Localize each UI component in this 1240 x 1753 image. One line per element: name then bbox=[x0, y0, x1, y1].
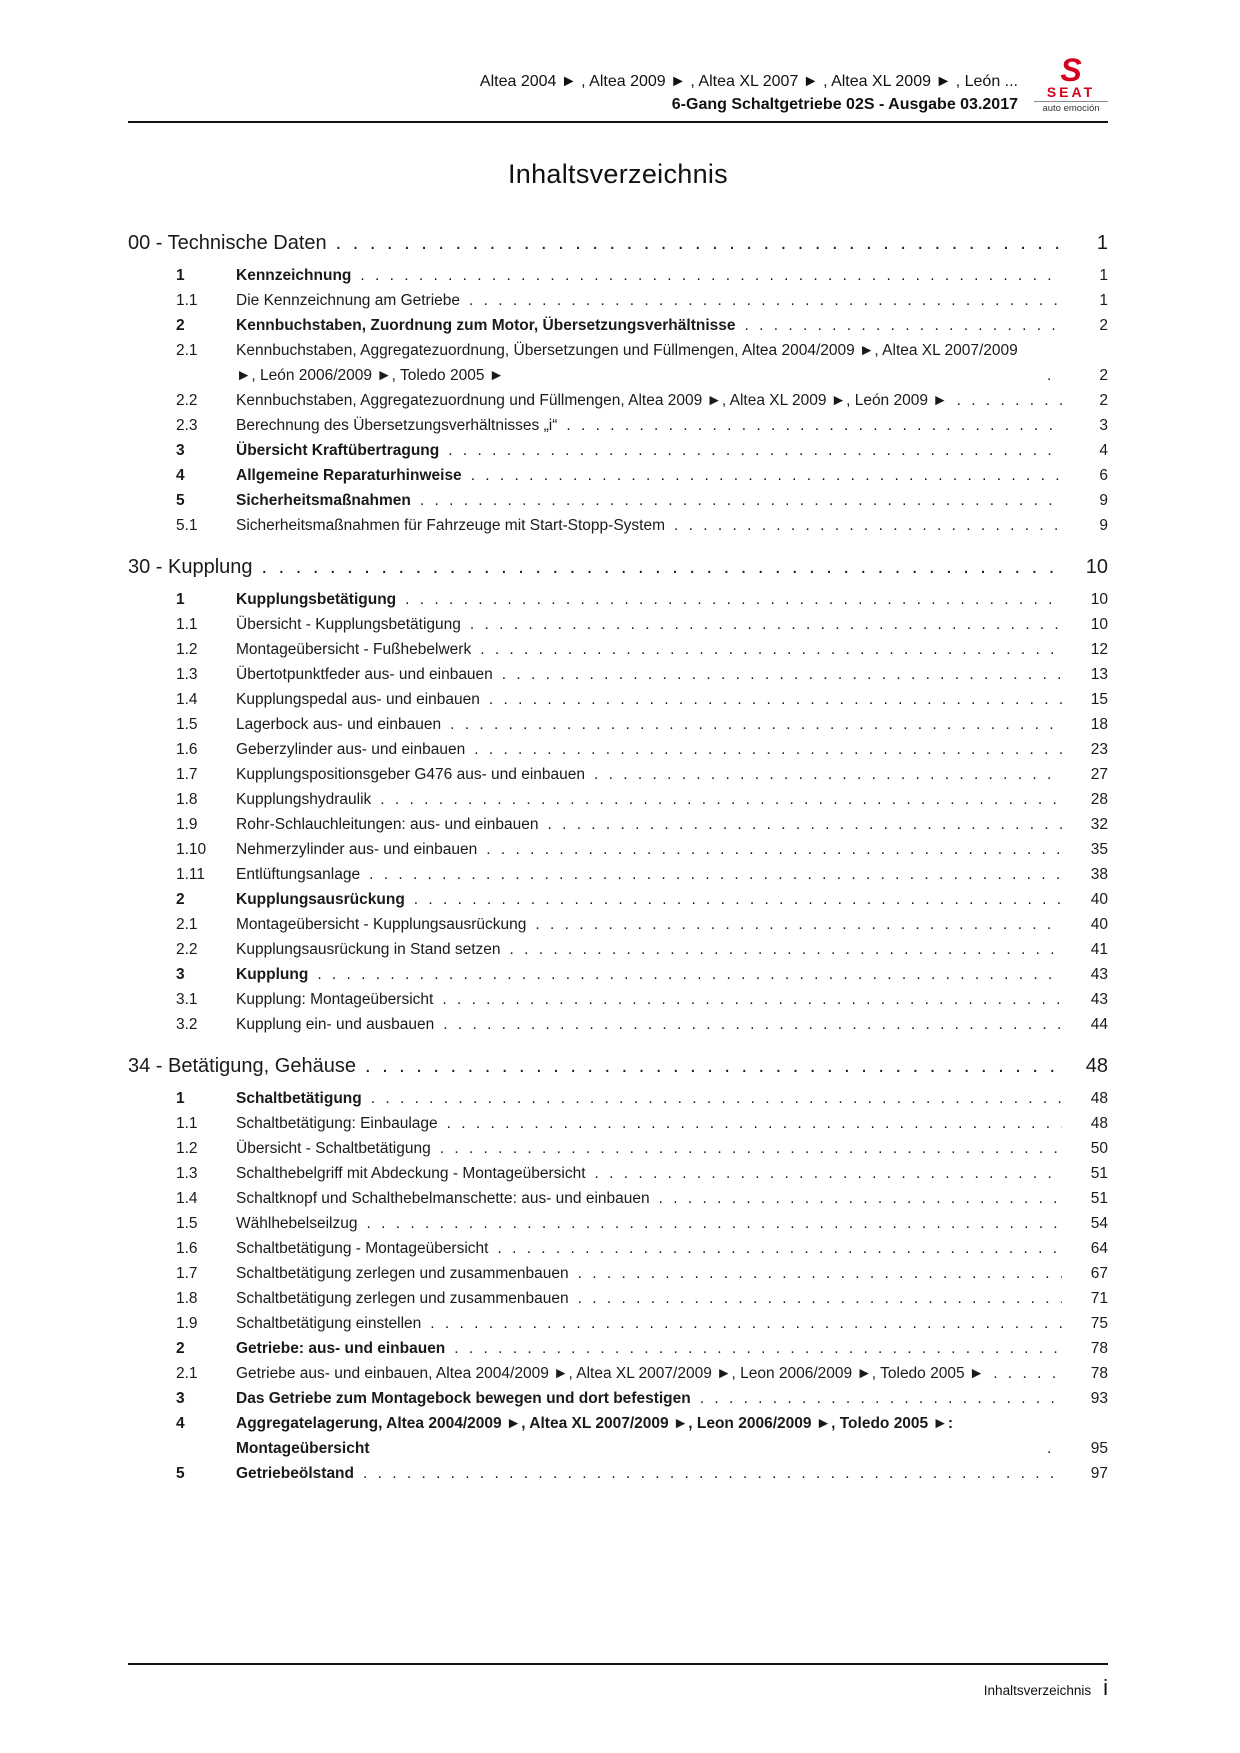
dot-leader bbox=[493, 662, 1062, 687]
toc-entry-row bbox=[128, 438, 1108, 463]
entry-number: 1.7 bbox=[176, 766, 198, 783]
entry-number: 2.3 bbox=[176, 417, 198, 434]
dot-leader bbox=[441, 712, 1062, 737]
entry-title: Entlüftungsanlage bbox=[236, 866, 361, 883]
toc-entry-row bbox=[128, 1236, 1108, 1261]
dot-leader bbox=[501, 937, 1062, 962]
footer-label: Inhaltsverzeichnis bbox=[983, 1683, 1092, 1698]
dot-leader bbox=[327, 230, 1062, 257]
entry-page-number: 13 bbox=[1090, 666, 1108, 683]
entry-number: 2 bbox=[176, 317, 185, 334]
toc-entry-row bbox=[128, 1261, 1108, 1286]
entry-page-number: 78 bbox=[1090, 1365, 1108, 1382]
entry-number: 1.2 bbox=[176, 641, 198, 658]
entry-number: 1.9 bbox=[176, 816, 198, 833]
seat-logo-tagline: auto emoción bbox=[1042, 103, 1100, 114]
entry-number: 1.11 bbox=[176, 866, 206, 883]
entry-page-number: 41 bbox=[1090, 941, 1108, 958]
entry-page-number: 35 bbox=[1090, 841, 1108, 858]
toc-entry-row bbox=[128, 837, 1108, 862]
entry-number: 2.1 bbox=[176, 1365, 198, 1382]
entry-title: Sicherheitsmaßnahmen bbox=[236, 492, 411, 509]
entry-page-number: 64 bbox=[1090, 1240, 1108, 1257]
entry-title: Kupplungshydraulik bbox=[236, 791, 372, 808]
entry-title: Kennbuchstaben, Aggregatezuordnung, Übersetzungen und Füllmengen, Altea 2004/2009 ►, Altea XL 2007/2009 ►, León 2006/2009 ►, Toledo 2005 ► bbox=[236, 342, 1018, 384]
toc-entry-row bbox=[128, 687, 1108, 712]
dot-leader bbox=[351, 263, 1062, 288]
dot-leader bbox=[362, 1086, 1062, 1111]
toc-entry-row bbox=[128, 812, 1108, 837]
footer-divider bbox=[128, 1663, 1108, 1665]
entry-number: 2.2 bbox=[176, 392, 198, 409]
toc-entry-row bbox=[128, 488, 1108, 513]
entry-number: 1.4 bbox=[176, 1190, 198, 1207]
entry-page-number: 2 bbox=[1099, 367, 1108, 384]
dot-leader bbox=[665, 513, 1062, 538]
dot-leader bbox=[411, 488, 1062, 513]
dot-leader bbox=[586, 1161, 1062, 1186]
entry-title: Kupplung bbox=[236, 966, 309, 983]
entry-page-number: 93 bbox=[1090, 1390, 1108, 1407]
dot-leader bbox=[308, 962, 1062, 987]
entry-page-number: 67 bbox=[1090, 1265, 1108, 1282]
entry-page-number: 23 bbox=[1090, 741, 1108, 758]
entry-number: 1.6 bbox=[176, 1240, 198, 1257]
entry-title: Rohr-Schlauchleitungen: aus- und einbauen bbox=[236, 816, 539, 833]
entry-title: Kupplung ein- und ausbauen bbox=[236, 1016, 435, 1033]
toc-entry-row bbox=[128, 1111, 1108, 1136]
dot-leader bbox=[434, 1012, 1062, 1037]
dot-leader bbox=[948, 388, 1062, 413]
entry-number: 3.2 bbox=[176, 1016, 198, 1033]
entry-page-number: 40 bbox=[1090, 916, 1108, 933]
entry-title: Das Getriebe zum Montagebock bewegen und dort befestigen bbox=[236, 1390, 691, 1407]
page-footer bbox=[128, 1663, 1108, 1699]
dot-leader bbox=[488, 1236, 1062, 1261]
entry-number: 1.1 bbox=[176, 616, 198, 633]
toc-entry-row bbox=[128, 1361, 1108, 1386]
dot-leader bbox=[354, 1461, 1062, 1486]
entry-page-number: 28 bbox=[1090, 791, 1108, 808]
toc-entry-row bbox=[128, 513, 1108, 538]
entry-page-number: 6 bbox=[1099, 467, 1108, 484]
entry-page-number: 50 bbox=[1090, 1140, 1108, 1157]
toc-entry-row bbox=[128, 887, 1108, 912]
dot-leader bbox=[462, 463, 1062, 488]
toc-entry-row bbox=[128, 1336, 1108, 1361]
entry-page-number: 44 bbox=[1090, 1016, 1108, 1033]
toc-entry-row bbox=[128, 1186, 1108, 1211]
dot-leader bbox=[431, 1136, 1062, 1161]
page-title: Inhaltsverzeichnis bbox=[507, 159, 728, 189]
entry-title: Getriebe: aus- und einbauen bbox=[236, 1340, 446, 1357]
entry-title: Kupplungspositionsgeber G476 aus- und einbauen bbox=[236, 766, 586, 783]
entry-page-number: 71 bbox=[1090, 1290, 1108, 1307]
toc-entry-row bbox=[128, 1012, 1108, 1037]
footer-text bbox=[128, 1677, 1108, 1699]
dot-leader bbox=[984, 1361, 1062, 1386]
entry-title: Sicherheitsmaßnahmen für Fahrzeuge mit Start-Stopp-System bbox=[236, 517, 666, 534]
entry-page-number: 9 bbox=[1099, 492, 1108, 509]
toc-entry-row bbox=[128, 612, 1108, 637]
dot-leader bbox=[538, 812, 1062, 837]
entry-number: 1 bbox=[176, 267, 185, 284]
entry-title: Übersicht Kraftübertragung bbox=[236, 442, 440, 459]
entry-page-number: 3 bbox=[1099, 417, 1108, 434]
entry-page-number: 27 bbox=[1090, 766, 1108, 783]
entry-number: 2 bbox=[176, 1340, 185, 1357]
toc-entry-row bbox=[128, 637, 1108, 662]
dot-leader bbox=[439, 438, 1062, 463]
entry-page-number: 2 bbox=[1099, 392, 1108, 409]
entry-page-number: 75 bbox=[1090, 1315, 1108, 1332]
entry-number: 1.1 bbox=[176, 1115, 198, 1132]
entry-number: 1.3 bbox=[176, 666, 198, 683]
entry-number: 5.1 bbox=[176, 517, 198, 534]
toc-entry-row bbox=[128, 413, 1108, 438]
toc-entry-row bbox=[128, 463, 1108, 488]
entry-number: 1.7 bbox=[176, 1265, 198, 1282]
entry-title: Allgemeine Reparaturhinweise bbox=[236, 467, 462, 484]
entry-number: 4 bbox=[176, 467, 185, 484]
entry-number: 1.2 bbox=[176, 1140, 198, 1157]
toc-entry-row bbox=[128, 313, 1108, 338]
footer-page-number: i bbox=[1103, 1675, 1108, 1700]
toc-entry-row bbox=[128, 862, 1108, 887]
entry-title: Übertotpunktfeder aus- und einbauen bbox=[236, 666, 493, 683]
header-edition-line: 6-Gang Schaltgetriebe 02S - Ausgabe 03.2017 bbox=[671, 96, 1018, 113]
dot-leader bbox=[405, 887, 1062, 912]
entry-number: 2.2 bbox=[176, 941, 198, 958]
entry-title: Montageübersicht - Fußhebelwerk bbox=[236, 641, 472, 658]
toc-entry-row bbox=[128, 912, 1108, 937]
seat-logo bbox=[1034, 52, 1108, 116]
toc-entry-row bbox=[128, 1311, 1108, 1336]
entry-page-number: 2 bbox=[1099, 317, 1108, 334]
entry-title: Schaltbetätigung zerlegen und zusammenbauen bbox=[236, 1290, 569, 1307]
entry-title: Schaltbetätigung - Montageübersicht bbox=[236, 1240, 489, 1257]
entry-page-number: 95 bbox=[1090, 1440, 1108, 1457]
dot-leader bbox=[477, 837, 1062, 862]
entry-title: Kupplungspedal aus- und einbauen bbox=[236, 691, 480, 708]
entry-number: 1 bbox=[176, 591, 185, 608]
toc-entry-row bbox=[128, 737, 1108, 762]
dot-leader bbox=[585, 762, 1062, 787]
dot-leader bbox=[460, 288, 1062, 313]
entry-page-number: 4 bbox=[1099, 442, 1108, 459]
toc-chapter-row bbox=[128, 1053, 1108, 1080]
entry-number: 1.6 bbox=[176, 741, 198, 758]
entry-title: Kupplungsausrückung bbox=[236, 891, 405, 908]
dot-leader bbox=[356, 1053, 1062, 1080]
chapter-page-number: 48 bbox=[1085, 1055, 1108, 1077]
chapter-page-number: 1 bbox=[1096, 232, 1108, 254]
entry-title: Kupplungsausrückung in Stand setzen bbox=[236, 941, 501, 958]
entry-number: 1.1 bbox=[176, 292, 198, 309]
entry-page-number: 12 bbox=[1090, 641, 1108, 658]
entry-page-number: 43 bbox=[1090, 966, 1108, 983]
entry-title: Nehmerzylinder aus- und einbauen bbox=[236, 841, 478, 858]
toc bbox=[128, 230, 1108, 1486]
entry-title: Kennbuchstaben, Aggregatezuordnung und Füllmengen, Altea 2009 ►, Altea XL 2009 ►, León 2009 ► bbox=[236, 392, 948, 409]
entry-number: 3 bbox=[176, 966, 185, 983]
toc-entry-row bbox=[128, 263, 1108, 288]
entry-number: 1.8 bbox=[176, 1290, 198, 1307]
dot-leader bbox=[1038, 363, 1062, 388]
entry-title: Schalthebelgriff mit Abdeckung - Montageübersicht bbox=[236, 1165, 586, 1182]
entry-title: Schaltbetätigung: Einbaulage bbox=[236, 1115, 438, 1132]
toc-entry-row bbox=[128, 1286, 1108, 1311]
entry-number: 1.5 bbox=[176, 1215, 198, 1232]
entry-page-number: 51 bbox=[1090, 1190, 1108, 1207]
entry-page-number: 9 bbox=[1099, 517, 1108, 534]
entry-number: 1.10 bbox=[176, 841, 207, 858]
entry-title: Schaltbetätigung zerlegen und zusammenbauen bbox=[236, 1265, 569, 1282]
entry-number: 5 bbox=[176, 492, 185, 509]
toc-entry-row bbox=[128, 662, 1108, 687]
toc-entry-row bbox=[128, 1086, 1108, 1111]
toc-entry-row bbox=[128, 1211, 1108, 1236]
entry-title: Übersicht - Kupplungsbetätigung bbox=[236, 616, 461, 633]
toc-entry-row bbox=[128, 338, 1108, 388]
dot-leader bbox=[1038, 1436, 1062, 1461]
toc-entry-row bbox=[128, 712, 1108, 737]
toc-entry-row bbox=[128, 937, 1108, 962]
entry-page-number: 10 bbox=[1090, 616, 1108, 633]
entry-title: Getriebeölstand bbox=[236, 1465, 354, 1482]
entry-page-number: 10 bbox=[1090, 591, 1108, 608]
entry-title: Kupplung: Montageübersicht bbox=[236, 991, 434, 1008]
dot-leader bbox=[445, 1336, 1062, 1361]
seat-s-icon: S bbox=[1060, 52, 1082, 88]
entry-title: Kennbuchstaben, Zuordnung zum Motor, Übersetzungsverhältnisse bbox=[236, 317, 736, 334]
entry-page-number: 51 bbox=[1090, 1165, 1108, 1182]
dot-leader bbox=[433, 987, 1062, 1012]
entry-number: 1.3 bbox=[176, 1165, 198, 1182]
dot-leader bbox=[569, 1286, 1062, 1311]
entry-title: Schaltknopf und Schalthebelmanschette: aus- und einbauen bbox=[236, 1190, 650, 1207]
entry-page-number: 1 bbox=[1099, 267, 1108, 284]
chapter-label: 00 - Technische Daten bbox=[128, 232, 327, 254]
entry-number: 2.1 bbox=[176, 342, 198, 359]
entry-number: 2 bbox=[176, 891, 185, 908]
entry-title: Montageübersicht - Kupplungsausrückung bbox=[236, 916, 527, 933]
entry-number: 3 bbox=[176, 1390, 185, 1407]
dot-leader bbox=[736, 313, 1063, 338]
header-divider bbox=[128, 121, 1108, 123]
dot-leader bbox=[691, 1386, 1062, 1411]
toc-entry-row bbox=[128, 962, 1108, 987]
dot-leader bbox=[253, 554, 1062, 581]
entry-title: Berechnung des Übersetzungsverhältnisses „i“ bbox=[236, 417, 558, 434]
dot-leader bbox=[557, 413, 1062, 438]
entry-title: Die Kennzeichnung am Getriebe bbox=[236, 292, 461, 309]
chapter-label: 30 - Kupplung bbox=[128, 556, 253, 578]
dot-leader bbox=[358, 1211, 1063, 1236]
entry-page-number: 97 bbox=[1090, 1465, 1108, 1482]
entry-number: 1.9 bbox=[176, 1315, 198, 1332]
entry-number: 1.5 bbox=[176, 716, 198, 733]
toc-entry-row bbox=[128, 987, 1108, 1012]
entry-page-number: 32 bbox=[1090, 816, 1108, 833]
entry-title: Getriebe aus- und einbauen, Altea 2004/2009 ►, Altea XL 2007/2009 ►, Leon 2006/2009 ►, Toledo 2005 ► bbox=[236, 1365, 985, 1382]
entry-page-number: 18 bbox=[1090, 716, 1108, 733]
header-text bbox=[480, 70, 1018, 116]
dot-leader bbox=[526, 912, 1062, 937]
dot-leader bbox=[650, 1186, 1062, 1211]
entry-title: Kennzeichnung bbox=[236, 267, 352, 284]
entry-number: 1 bbox=[176, 1090, 185, 1107]
entry-number: 2.1 bbox=[176, 916, 198, 933]
toc-entry-row bbox=[128, 1386, 1108, 1411]
entry-number: 1.4 bbox=[176, 691, 198, 708]
toc-entry-row bbox=[128, 1136, 1108, 1161]
toc-entry-row bbox=[128, 587, 1108, 612]
toc-entry-row bbox=[128, 388, 1108, 413]
entry-title: Wählhebelseilzug bbox=[236, 1215, 358, 1232]
entry-number: 3.1 bbox=[176, 991, 198, 1008]
toc-entry-row bbox=[128, 762, 1108, 787]
entry-title: Geberzylinder aus- und einbauen bbox=[236, 741, 466, 758]
toc-entry-row bbox=[128, 1161, 1108, 1186]
chapter-page-number: 10 bbox=[1085, 556, 1108, 578]
entry-title: Lagerbock aus- und einbauen bbox=[236, 716, 442, 733]
toc-entry-row bbox=[128, 288, 1108, 313]
toc-chapter-row bbox=[128, 554, 1108, 581]
toc-entry-row bbox=[128, 1461, 1108, 1486]
entry-title: Aggregatelagerung, Altea 2004/2009 ►, Altea XL 2007/2009 ►, Leon 2006/2009 ►, Toledo 2005 ►: Montageübersicht bbox=[236, 1415, 953, 1457]
dot-leader bbox=[421, 1311, 1062, 1336]
entry-number: 1.8 bbox=[176, 791, 198, 808]
entry-page-number: 78 bbox=[1090, 1340, 1108, 1357]
dot-leader bbox=[569, 1261, 1062, 1286]
toc-chapter-row bbox=[128, 230, 1108, 257]
dot-leader bbox=[461, 612, 1062, 637]
toc-entry-row bbox=[128, 1411, 1108, 1461]
entry-title: Schaltbetätigung bbox=[236, 1090, 362, 1107]
dot-leader bbox=[465, 737, 1062, 762]
dot-leader bbox=[438, 1111, 1062, 1136]
dot-leader bbox=[471, 637, 1062, 662]
entry-page-number: 48 bbox=[1090, 1115, 1108, 1132]
dot-leader bbox=[396, 587, 1062, 612]
seat-logo-wordmark: SEAT bbox=[1034, 84, 1108, 102]
entry-page-number: 54 bbox=[1090, 1215, 1108, 1232]
entry-page-number: 40 bbox=[1090, 891, 1108, 908]
entry-page-number: 48 bbox=[1090, 1090, 1108, 1107]
entry-title: Übersicht - Schaltbetätigung bbox=[236, 1140, 431, 1157]
entry-page-number: 38 bbox=[1090, 866, 1108, 883]
entry-page-number: 1 bbox=[1099, 292, 1108, 309]
chapter-label: 34 - Betätigung, Gehäuse bbox=[128, 1055, 356, 1077]
toc-entry-row bbox=[128, 787, 1108, 812]
entry-number: 4 bbox=[176, 1415, 185, 1432]
entry-number: 3 bbox=[176, 442, 185, 459]
entry-page-number: 43 bbox=[1090, 991, 1108, 1008]
entry-page-number: 15 bbox=[1090, 691, 1108, 708]
page-header bbox=[128, 52, 1108, 116]
header-model-line: Altea 2004 ► , Altea 2009 ► , Altea XL 2007 ► , Altea XL 2009 ► , León ... bbox=[479, 73, 1018, 90]
dot-leader bbox=[360, 862, 1062, 887]
dot-leader bbox=[480, 687, 1062, 712]
entry-title: Kupplungsbetätigung bbox=[236, 591, 397, 608]
entry-number: 5 bbox=[176, 1465, 185, 1482]
entry-title: Schaltbetätigung einstellen bbox=[236, 1315, 422, 1332]
dot-leader bbox=[371, 787, 1062, 812]
